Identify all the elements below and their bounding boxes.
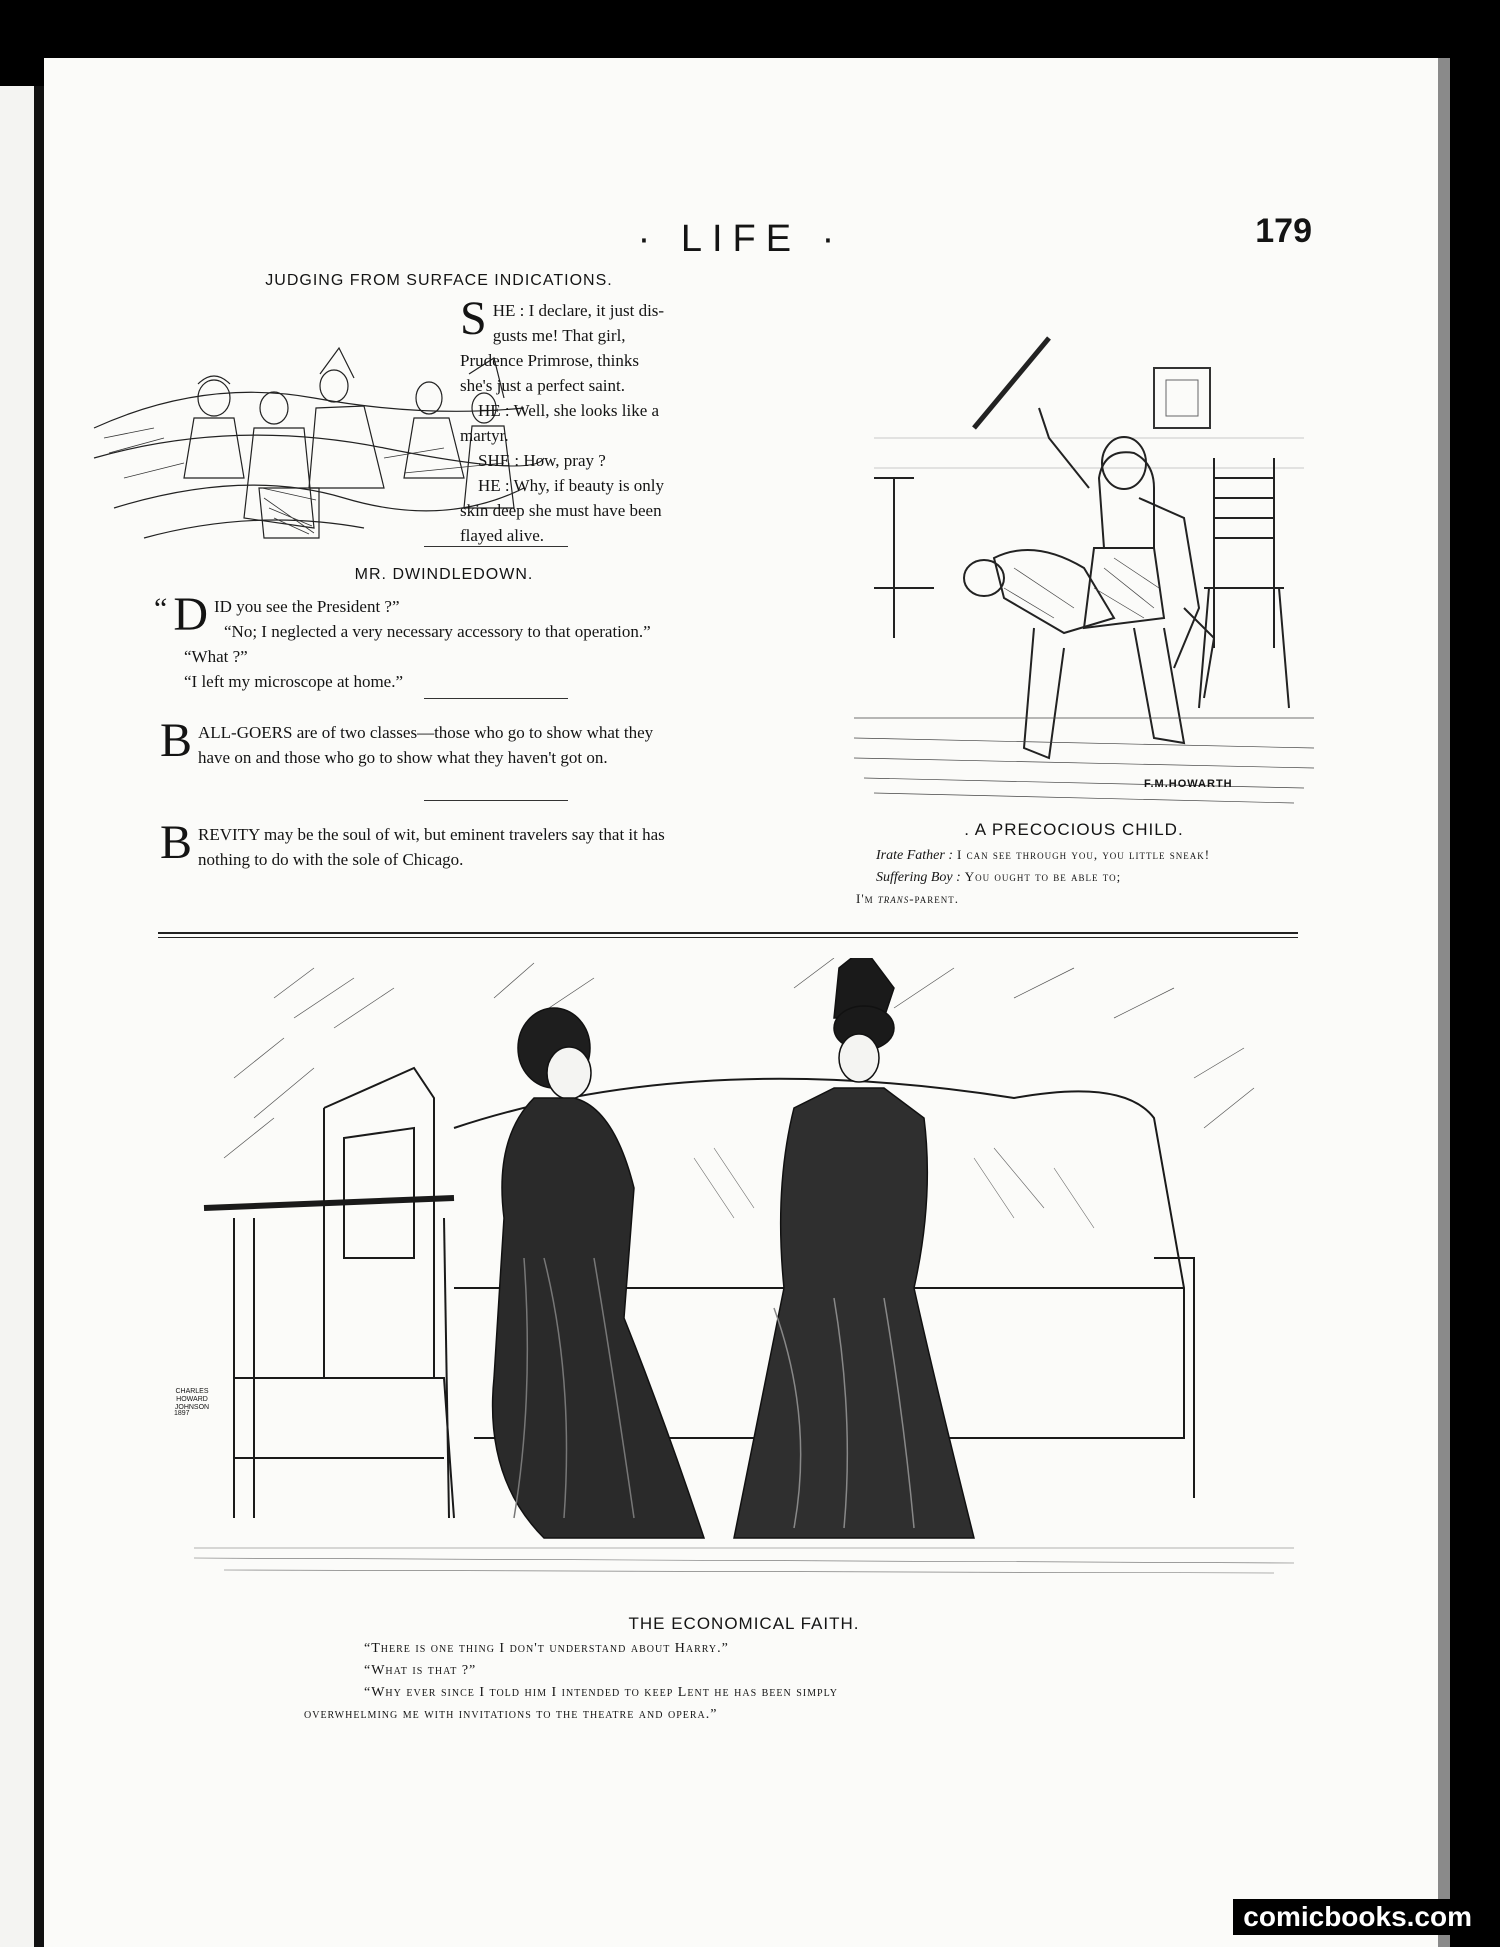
dwindle-line: “What ?” — [184, 647, 248, 666]
surface-line: Prudence Primrose, thinks — [460, 351, 639, 370]
dwindle-line: “No; I neglected a very necessary accessory to that operation.” — [224, 622, 651, 641]
surface-line: martyr. — [460, 426, 509, 445]
dwindle-drop-cap: D — [173, 588, 208, 641]
surface-line: HE : Why, if beauty is only — [478, 476, 665, 495]
surface-line: gusts me! That girl, — [492, 326, 626, 345]
johnson-year: 1897 — [174, 1410, 190, 1417]
divider — [424, 698, 568, 699]
economical-caption — [304, 1638, 1164, 1726]
section-rule — [158, 932, 1298, 934]
page-edge — [1438, 58, 1450, 1947]
economical-faith-illustration — [194, 958, 1304, 1578]
dwindle-open-quote: “ — [154, 592, 168, 625]
speaker-suffering-boy: Suffering Boy : — [876, 870, 961, 885]
previous-page-edge — [0, 86, 36, 1947]
brevity-line: nothing to do with the sole of Chicago. — [198, 850, 464, 869]
speech-boy-trans: trans — [877, 891, 910, 906]
surface-line: HE : I declare, it just dis- — [492, 301, 665, 320]
economical-line: overwhelming me with invitations to the theatre and opera.” — [304, 1707, 718, 1722]
page-number: 179 — [1255, 212, 1312, 250]
economical-line: “Why ever since I told him I intended to keep Lent he has been simply — [364, 1685, 838, 1700]
surface-line: skin deep she must have been — [460, 501, 662, 520]
speech-boy-parent: -parent. — [909, 891, 959, 906]
brevity-line: REVITY may be the soul of wit, but eminent travelers say that it has — [198, 825, 665, 844]
dwindle-line: ID you see the President ?” — [214, 597, 400, 616]
surface-line: HE : Well, she looks like a — [478, 401, 660, 420]
howarth-signature: F.M.HOWARTH — [1144, 778, 1233, 790]
economical-line: “There is one thing I don't understand about Harry.” — [364, 1641, 729, 1656]
surface-line: flayed alive. — [460, 526, 545, 545]
page-header: · LIFE · — [637, 218, 845, 260]
ballgoers-line: have on and those who go to show what they haven't got on. — [198, 748, 608, 767]
dwindle-line: “I left my microscope at home.” — [184, 672, 404, 691]
speaker-irate-father: Irate Father : — [876, 848, 953, 863]
economical-title: THE ECONOMICAL FAITH. — [628, 1614, 860, 1633]
surface-line: SHE : How, pray ? — [478, 451, 606, 470]
ballgoers-text — [160, 714, 726, 770]
magazine-page — [44, 58, 1438, 1947]
section-rule — [158, 937, 1298, 938]
brevity-drop-cap: B — [160, 816, 193, 869]
precocious-title: . A PRECOCIOUS CHILD. — [964, 820, 1184, 839]
dwindle-title: MR. DWINDLEDOWN. — [354, 566, 534, 583]
surface-drop-cap: S — [460, 292, 487, 345]
ballgoers-line: ALL-GOERS are of two classes—those who go to show what they — [198, 723, 654, 742]
speech-boy-im: I'm — [856, 891, 874, 906]
divider — [424, 546, 568, 547]
divider — [424, 800, 568, 801]
speech-father: I can see through you, you little sneak! — [956, 847, 1211, 862]
precocious-caption — [856, 844, 1296, 910]
surface-text — [460, 292, 718, 548]
precocious-child-illustration — [854, 288, 1314, 808]
johnson-signature: CHARLES HOWARD JOHNSON — [174, 1388, 210, 1411]
brevity-text — [160, 816, 726, 872]
watermark: comicbooks.com — [1233, 1899, 1482, 1935]
economical-line: “What is that ?” — [364, 1663, 477, 1678]
book-spine — [34, 86, 44, 1947]
dwindle-text — [154, 588, 724, 694]
surface-line: she's just a perfect saint. — [460, 376, 625, 395]
surface-title: JUDGING FROM SURFACE INDICATIONS. — [265, 272, 613, 289]
ballgoers-drop-cap: B — [160, 714, 193, 767]
speech-boy: You ought to be able to; — [964, 869, 1122, 884]
